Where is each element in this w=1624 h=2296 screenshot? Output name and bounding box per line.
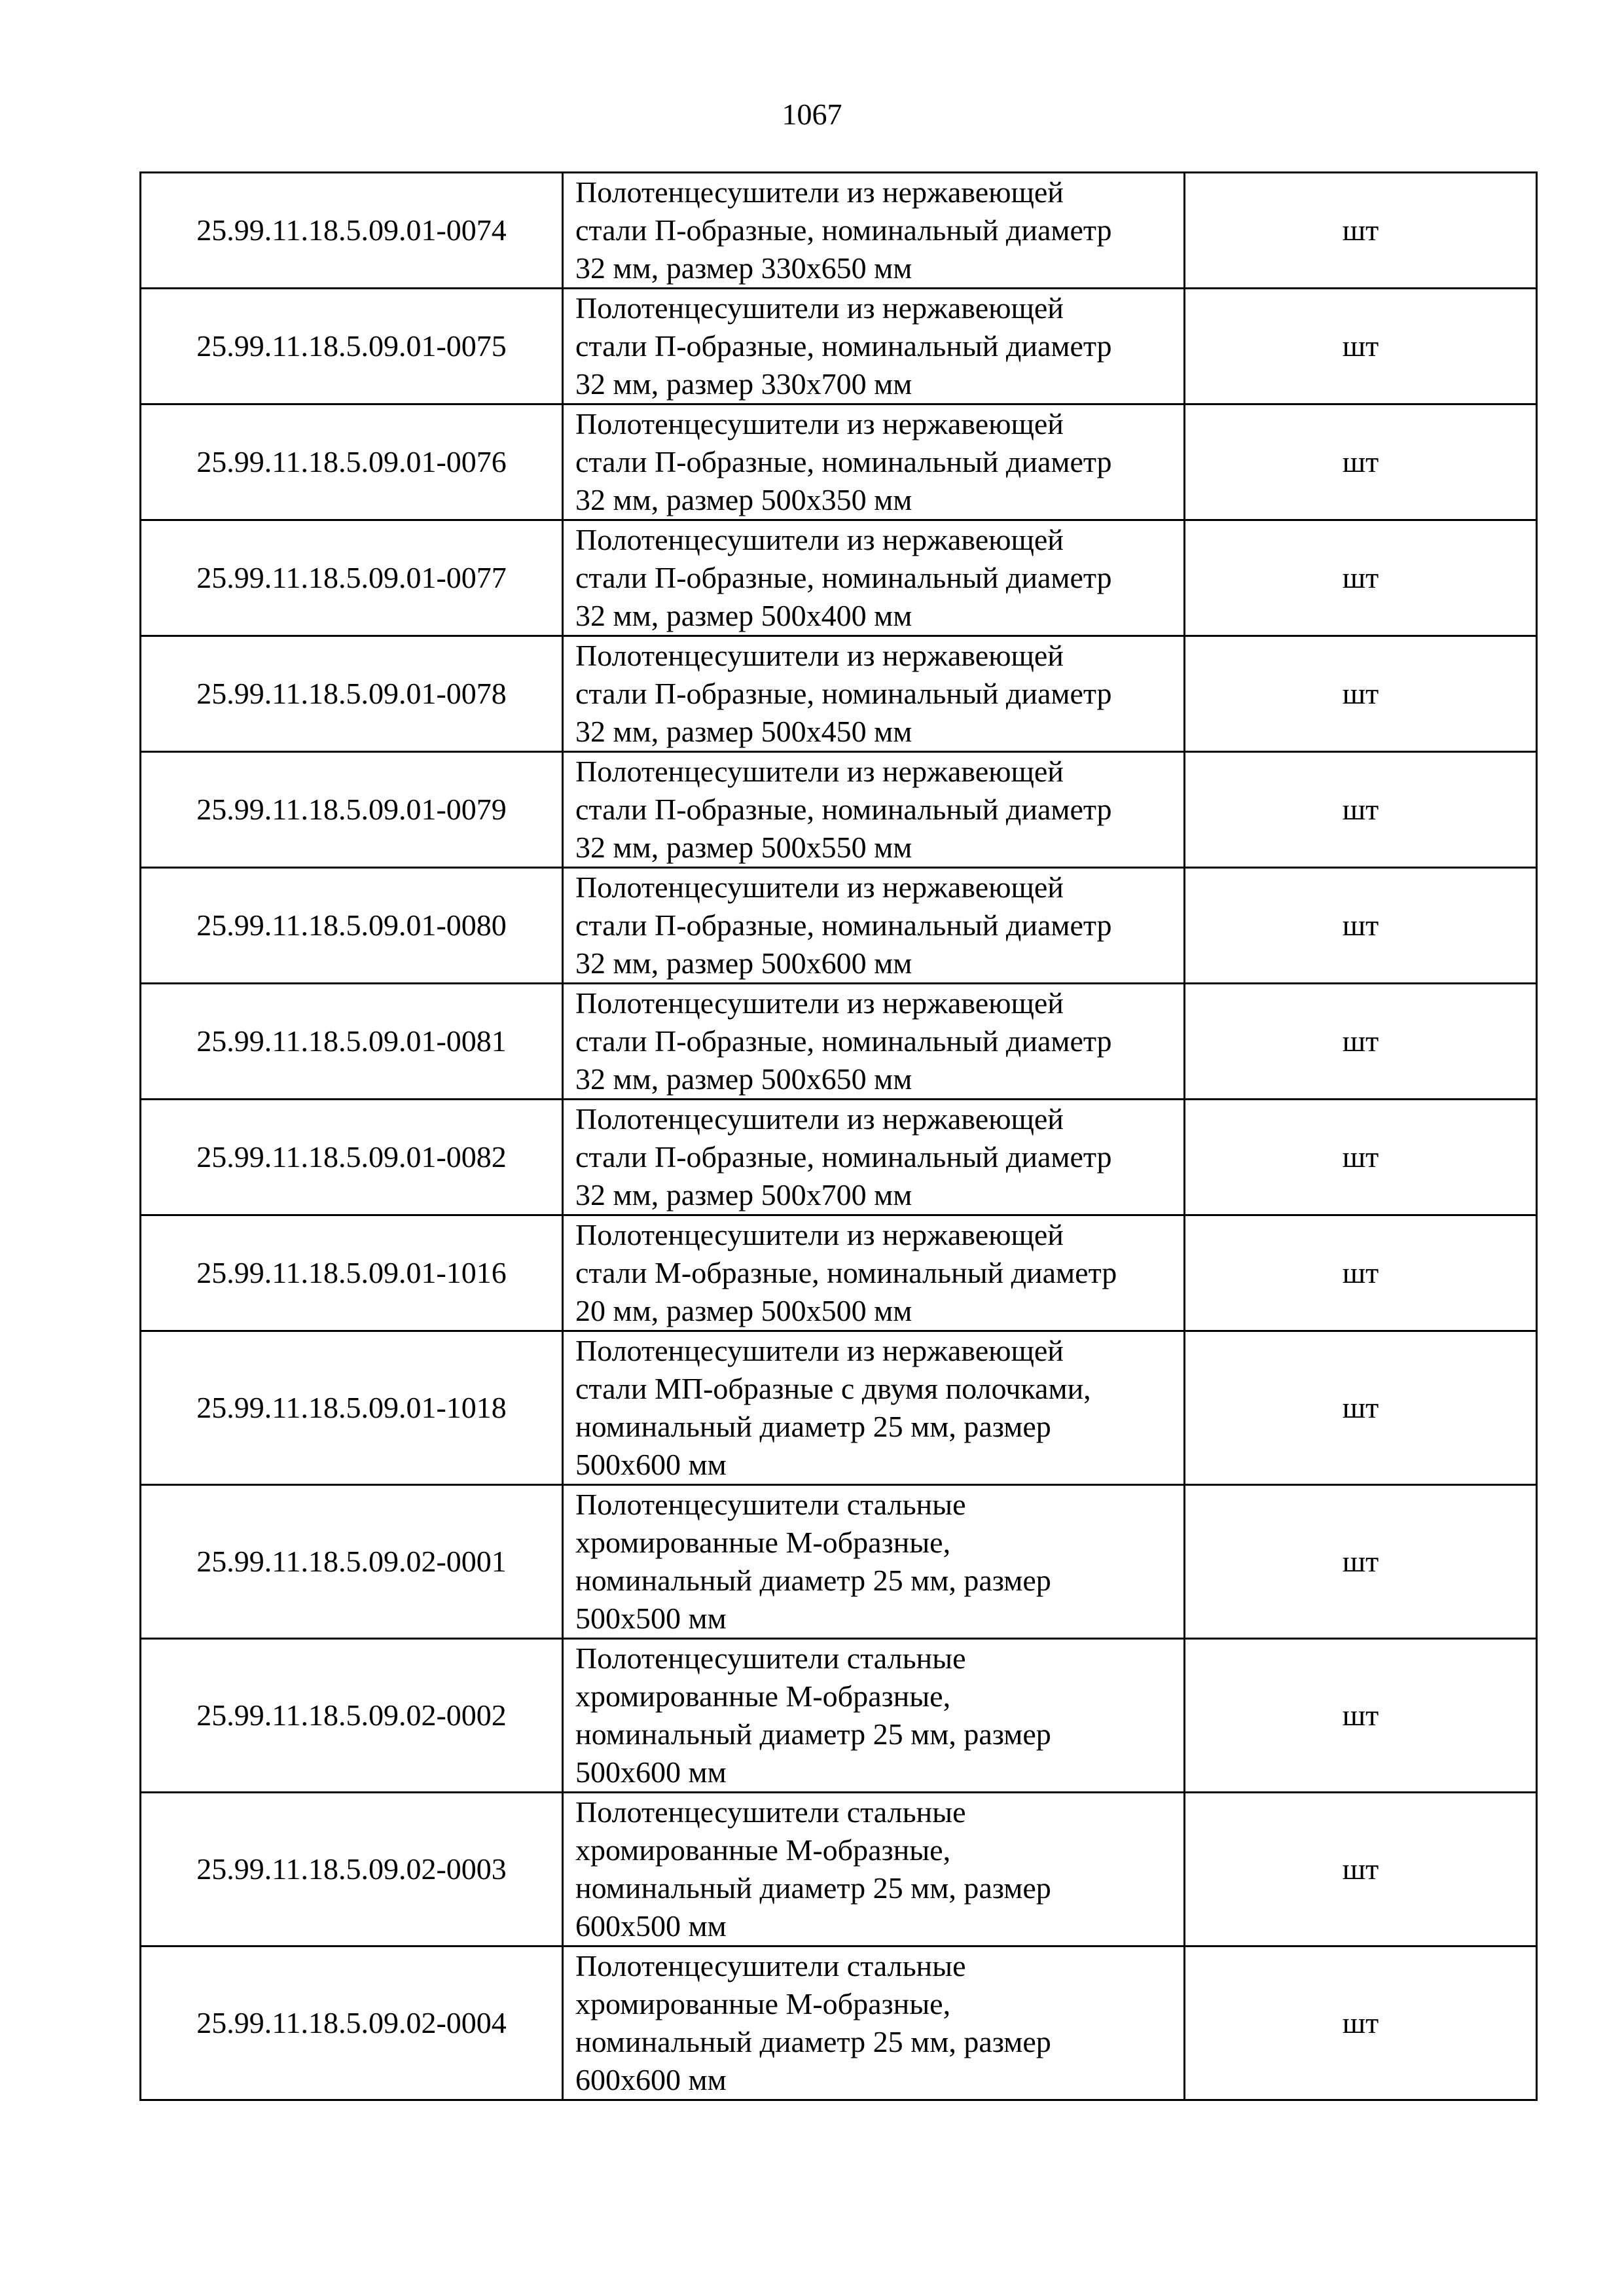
code-cell: 25.99.11.18.5.09.02-0003 [141,1793,563,1946]
code-cell: 25.99.11.18.5.09.01-0074 [141,173,563,289]
code-cell: 25.99.11.18.5.09.01-0076 [141,404,563,520]
unit-cell: шт [1185,984,1537,1100]
table-row [141,752,1537,868]
name-cell: Полотенцесушители стальные хромированные М-образные, номинальный диаметр 25 мм, размер 500х600 мм [563,1639,1185,1793]
table-row [141,1946,1537,2100]
code-cell: 25.99.11.18.5.09.01-0080 [141,868,563,984]
name-cell: Полотенцесушители из нержавеющей стали П-образные, номинальный диаметр 32 мм, размер 330х650 мм [563,173,1185,289]
table-row [141,1215,1537,1331]
name-cell: Полотенцесушители из нержавеющей стали МП-образные с двумя полочками, номинальный диаметр 25 мм, размер 500х600 мм [563,1331,1185,1485]
name-cell: Полотенцесушители из нержавеющей стали М-образные, номинальный диаметр 20 мм, размер 500х500 мм [563,1215,1185,1331]
name-cell: Полотенцесушители стальные хромированные М-образные, номинальный диаметр 25 мм, размер 600х600 мм [563,1946,1185,2100]
table-row [141,984,1537,1100]
table-row [141,1639,1537,1793]
name-cell: Полотенцесушители из нержавеющей стали П-образные, номинальный диаметр 32 мм, размер 500х600 мм [563,868,1185,984]
table-row [141,636,1537,752]
name-cell: Полотенцесушители из нержавеющей стали П-образные, номинальный диаметр 32 мм, размер 500х550 мм [563,752,1185,868]
unit-cell: шт [1185,289,1537,404]
name-cell: Полотенцесушители из нержавеющей стали П-образные, номинальный диаметр 32 мм, размер 330х700 мм [563,289,1185,404]
unit-cell: шт [1185,636,1537,752]
code-cell: 25.99.11.18.5.09.02-0001 [141,1485,563,1639]
table-row [141,1331,1537,1485]
unit-cell: шт [1185,1639,1537,1793]
name-cell: Полотенцесушители из нержавеющей стали П-образные, номинальный диаметр 32 мм, размер 500х700 мм [563,1100,1185,1215]
code-cell: 25.99.11.18.5.09.01-1018 [141,1331,563,1485]
code-cell: 25.99.11.18.5.09.01-0075 [141,289,563,404]
table-row [141,868,1537,984]
resource-table [139,171,1538,2101]
unit-cell: шт [1185,1946,1537,2100]
unit-cell: шт [1185,1485,1537,1639]
unit-cell: шт [1185,752,1537,868]
table-row [141,1793,1537,1946]
code-cell: 25.99.11.18.5.09.01-0078 [141,636,563,752]
name-cell: Полотенцесушители стальные хромированные М-образные, номинальный диаметр 25 мм, размер 500х500 мм [563,1485,1185,1639]
code-cell: 25.99.11.18.5.09.01-0079 [141,752,563,868]
unit-cell: шт [1185,404,1537,520]
unit-cell: шт [1185,520,1537,636]
unit-cell: шт [1185,1331,1537,1485]
code-cell: 25.99.11.18.5.09.02-0002 [141,1639,563,1793]
code-cell: 25.99.11.18.5.09.01-0082 [141,1100,563,1215]
table-row [141,404,1537,520]
table-row [141,289,1537,404]
code-cell: 25.99.11.18.5.09.02-0004 [141,1946,563,2100]
code-cell: 25.99.11.18.5.09.01-1016 [141,1215,563,1331]
code-cell: 25.99.11.18.5.09.01-0077 [141,520,563,636]
name-cell: Полотенцесушители стальные хромированные М-образные, номинальный диаметр 25 мм, размер 600х500 мм [563,1793,1185,1946]
name-cell: Полотенцесушители из нержавеющей стали П-образные, номинальный диаметр 32 мм, размер 500х450 мм [563,636,1185,752]
unit-cell: шт [1185,1215,1537,1331]
code-cell: 25.99.11.18.5.09.01-0081 [141,984,563,1100]
table-row [141,520,1537,636]
table-row [141,1485,1537,1639]
unit-cell: шт [1185,1100,1537,1215]
table-row [141,1100,1537,1215]
name-cell: Полотенцесушители из нержавеющей стали П-образные, номинальный диаметр 32 мм, размер 500х400 мм [563,520,1185,636]
unit-cell: шт [1185,868,1537,984]
table-row [141,173,1537,289]
unit-cell: шт [1185,173,1537,289]
name-cell: Полотенцесушители из нержавеющей стали П-образные, номинальный диаметр 32 мм, размер 500х650 мм [563,984,1185,1100]
name-cell: Полотенцесушители из нержавеющей стали П-образные, номинальный диаметр 32 мм, размер 500х350 мм [563,404,1185,520]
unit-cell: шт [1185,1793,1537,1946]
page-number: 1067 [782,98,842,131]
